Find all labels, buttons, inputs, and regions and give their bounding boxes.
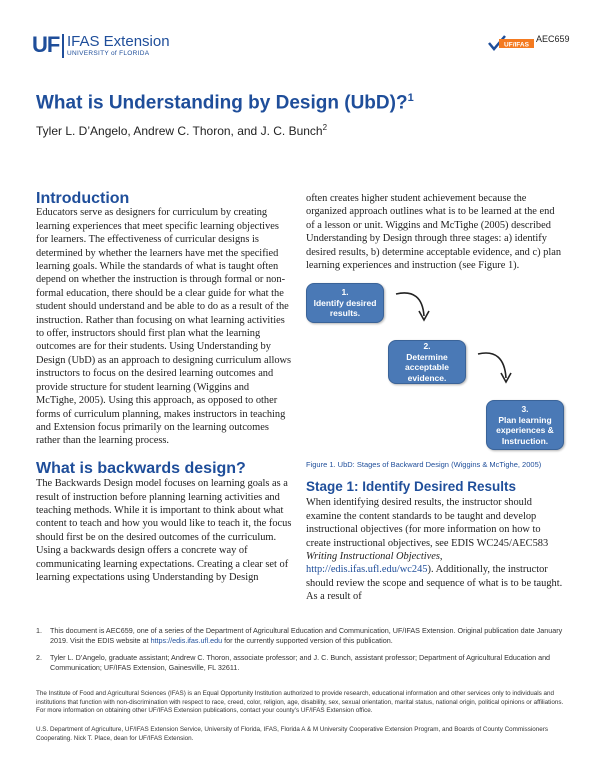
university-of-florida-label: UNIVERSITY of FLORIDA <box>67 50 150 57</box>
document-code: AEC659 <box>536 34 570 44</box>
stage-3-box: 3. Plan learning experiences & Instruction. <box>486 400 564 450</box>
stage-1-section <box>306 480 564 604</box>
backwards-design-text: The Backwards Design model focuses on learning goals as a result of instruction before planning learning activities and teaching methods. While it is important to think about what content to teach and how you would like to teach it, the focus should first be on the desired outcomes of the curriculum. Using a backwards design offers a concrete way of communicating learning expectations. Creating a clear set of learning expectations using Understanding by Design <box>36 478 292 583</box>
edis-checkmark-icon <box>487 34 535 52</box>
curved-arrow-icon <box>476 346 516 388</box>
curved-arrow-icon <box>394 286 434 326</box>
equal-opportunity-statement: The Institute of Food and Agricultural Sciences (IFAS) is an Equal Opportunity Institution authorized to provide research, educational information and other services only to individuals and institutions that function with non-discrimination with respect to race, creed, color, religion, age, disability, sex, sexual orientation, marital status, national origin, political opinions or affiliations. For more information on obtaining other UF/IFAS Extension publications, contact your county’s UF/IFAS Extension office. <box>36 690 564 715</box>
logo-divider <box>62 34 64 58</box>
stage-1-heading: Stage 1: Identify Desired Results <box>306 479 517 494</box>
stage-2-box: 2. Determine acceptable evidence. <box>388 340 466 384</box>
page-header <box>32 30 568 62</box>
right-column-intro: often creates higher student achievement because the organized approach outlines what is to be learned at the end of a lesson or unit. Wiggins and McTighe (2005) described Understanding by Design through three stages: a) identify desired results, b) determine acceptable evidence, and c) plan learning experiences and instruction (see Figure 1). <box>306 193 562 272</box>
backwards-design-heading: What is backwards design? <box>36 459 246 477</box>
footnote: 1. This document is AEC659, one of a series of the Department of Agricultural Education and Communication, UF/IFAS Extension. Original publication date January 2019. Visit the EDIS website at https://edis.ifas.ufl.edu for the currently supported version of this publication. <box>36 626 563 645</box>
ifas-extension-logo: IFAS Extension <box>67 33 170 50</box>
edis-website-link[interactable]: https://edis.ifas.ufl.edu <box>150 635 223 645</box>
introduction-text: Educators serve as designers for curriculum by creating learning experiences that meet specific learning objectives for learners. The effectiveness of curricular designs is determined by whether the learners have met the specified learning goals. While the standards of what is taught often depend on whether the instruction is through formal or non-formal education, there should be a clear guide for what the student should understand and be able to do as a result of the instruction. Rather than focusing on what learning activities to offer, instructors should first plan what the learning outcomes are for their students. Using Understanding by Design (UbD) as an approach to designing curriculum allows instructors to focus on the desired learning outcomes and provide structure for student learning (Wiggins and McTighe, 2005). Using this approach, as opposed to other forms of curriculum planning, makes instructors in teaching and Extension focus primarily on the learning outcomes rather than the learning process. <box>36 207 292 447</box>
left-column <box>36 192 292 584</box>
footnote: 2. Tyler L. D’Angelo, graduate assistant; Andrew C. Thoron, associate professor; and J. C. Bunch, assistant professor; Department of Agricultural Education and Communication; UF/IFAS Extension, Gainesville, FL 32611. <box>36 653 551 672</box>
edis-wc245-link[interactable]: http://edis.ifas.ufl.edu/wc245 <box>306 564 428 576</box>
stage-1-box: 1. Identify desired results. <box>306 283 384 323</box>
page-title: What is Understanding by Design (UbD)?$^1$ <box>36 92 414 114</box>
edis-badge-label: UF/IFAS <box>504 41 529 49</box>
ubd-stages-figure <box>306 278 564 452</box>
footnotes <box>36 626 566 680</box>
authors-line: Tyler L. D’Angelo, Andrew C. Thoron, and J. C. Bunch$^2$ <box>36 123 328 138</box>
figure-caption: Figure 1. UbD: Stages of Backward Design (Wiggins & McTighe, 2005) <box>306 460 542 469</box>
uf-logo: UF <box>32 32 60 57</box>
usda-cooperation-statement: U.S. Department of Agriculture, UF/IFAS Extension Service, University of Florida, IFAS, Florida A & M University Cooperative Extension Program, and Boards of County Commissioners Cooperating. Nick T. Place, dean for UF/IFAS Extension. <box>36 726 548 742</box>
stage-1-text: When identifying desired results, the instructor should examine the content standards to be taught and develop instructional objectives (for more information on how to create instructional objectives, see EDIS WC245/AEC583 Writing Instructional Objectives, http://edis.ifas.ufl.edu/wc245). Additionally, the instructor should review the scope and sequence of what is to be taught. As a result of <box>306 497 563 603</box>
introduction-heading: Introduction <box>36 190 130 207</box>
